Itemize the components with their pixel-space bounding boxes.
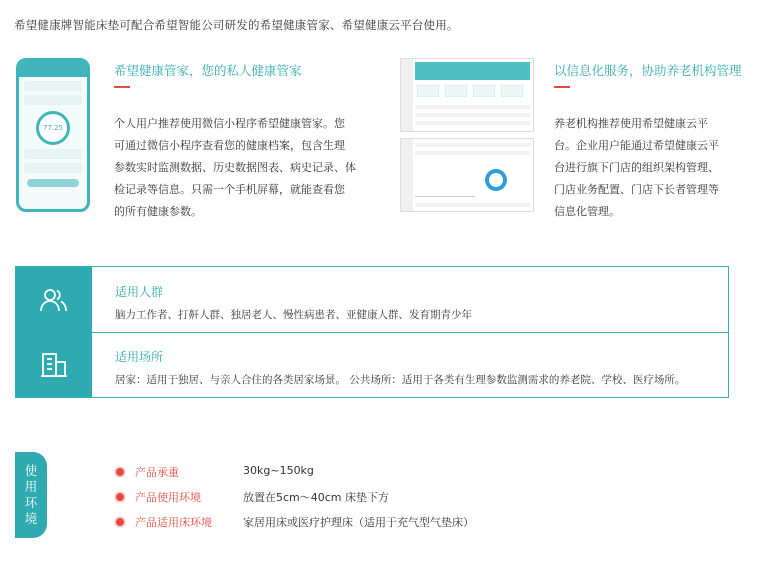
bullet-icon [116,518,124,526]
item-key: 产品承重 [135,466,179,479]
target-group-row [115,283,472,322]
applicable-place-row [115,348,685,387]
item-value: 放置在5cm～40cm 床垫下方 [243,491,390,504]
item-value: 家居用床或医疗护理床（适用于充气型气垫床） [243,516,474,529]
item-key: 产品使用环境 [135,491,201,504]
suitability-table [15,266,729,398]
feature-body-app: 个人用户推荐使用微信小程序希望健康管家。您 可通过微信小程序查看您的健康档案，包含生理 参数实时监测数据、历史数据图表、病史记录、体 检记录等信息。只需一个手机屏幕，就能查看您 的所有健康参数。 [114,117,356,218]
feature-title-app: 希望健康管家，您的私人健康管家 [114,63,302,78]
row-description: 脑力工作者、打鼾人群、独居老人、慢性病患者、亚健康人群、发育期青少年 [115,309,472,321]
row-description: 居家：适用于独居、与亲人合住的各类居家场景。 公共场所：适用于各类有生理参数监测需求的养老院、学校、医疗场所。 [115,374,686,386]
people-icon [16,267,92,332]
health-score-ring [36,111,70,145]
item-key: 产品适用床环境 [135,516,212,529]
bullet-icon [116,493,124,501]
row-divider [92,332,728,333]
row-title: 适用场所 [115,350,164,364]
health-score-value: 77.25 [42,124,64,132]
feature-body-platform: 养老机构推荐使用希望健康云平 台。企业用户能通过希望健康云平 台进行旗下门店的组织架构管理、 门店业务配置、门店下长者管理等 信息化管理。 [554,117,719,218]
building-icon [16,332,92,397]
bullet-icon [116,468,124,476]
title-underline [554,86,570,88]
environment-tab: 使 用 环 境 [15,452,47,538]
title-underline [114,86,130,88]
row-title: 适用人群 [115,285,164,299]
phone-app-screenshot [16,58,90,212]
cloud-platform-screenshots [400,58,534,212]
item-value: 30kg~150kg [243,464,314,477]
feature-title-platform: 以信息化服务，协助养老机构管理 [554,63,742,78]
intro-text: 希望健康牌智能床垫可配合希望智能公司研发的希望健康管家、希望健康云平台使用。 [14,18,459,32]
